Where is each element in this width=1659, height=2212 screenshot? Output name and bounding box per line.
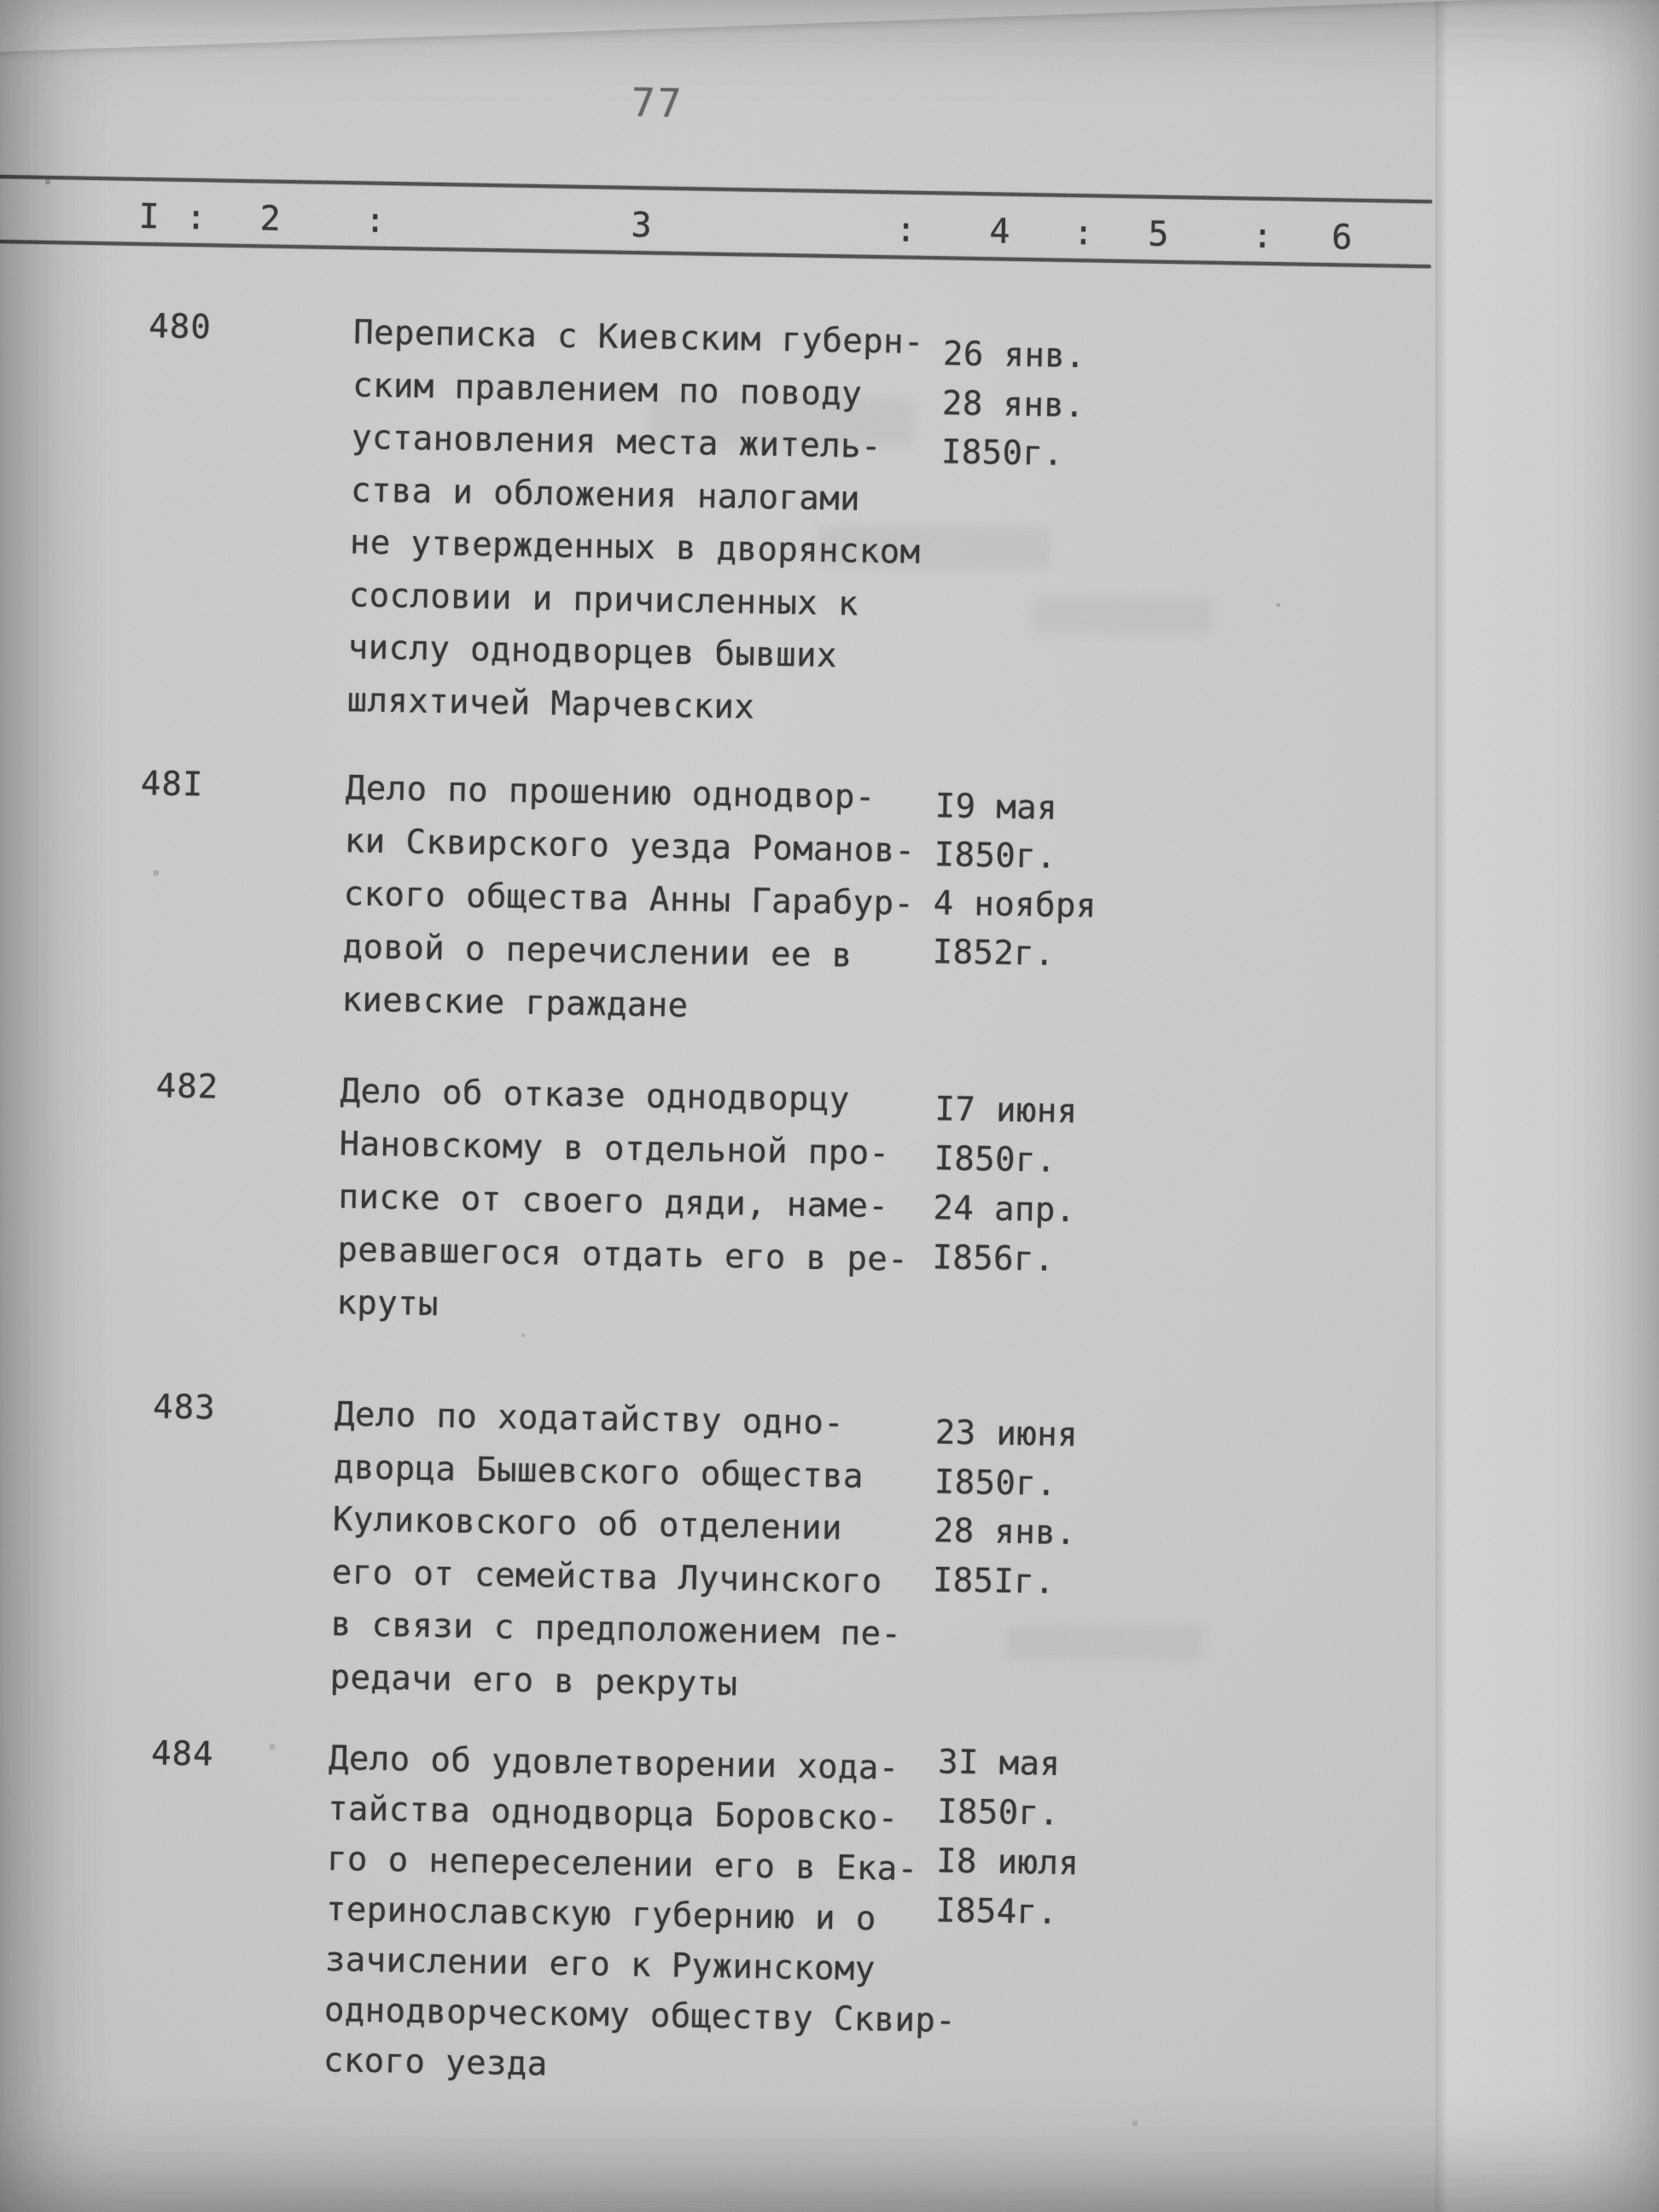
date-line: I850г. — [934, 1139, 1057, 1180]
case-dates — [932, 1085, 1078, 1285]
date-line: 4 ноября — [933, 884, 1097, 926]
date-line: I8 июля — [935, 1842, 1080, 1883]
date-line: I850г. — [936, 1792, 1060, 1833]
page-number: 77 — [631, 79, 684, 127]
description-line: Дело об отказе однодворцу — [340, 1072, 851, 1120]
description-line: сословии и причисленных к — [348, 575, 859, 624]
description-line: круты — [336, 1284, 439, 1324]
column-label-5: 5 — [1148, 214, 1169, 254]
case-number: 482 — [155, 1067, 219, 1107]
column-label-1: I — [138, 196, 160, 237]
date-line: 28 янв. — [933, 1511, 1077, 1553]
case-dates — [932, 1408, 1078, 1607]
date-line: 3I мая — [937, 1743, 1061, 1784]
case-number: 483 — [152, 1388, 217, 1428]
date-line: I7 июня — [934, 1090, 1079, 1132]
date-line: 23 июня — [934, 1413, 1079, 1455]
description-line: редачи его в рекруты — [329, 1657, 738, 1703]
column-label-3: 3 — [631, 205, 652, 246]
case-description — [341, 762, 917, 1037]
description-line: дворца Бышевского общества — [333, 1447, 864, 1496]
description-line: ского общества Анны Гарабур- — [343, 875, 915, 923]
date-line: 26 янв. — [942, 335, 1086, 376]
description-line: Переписка с Киевским губерн- — [352, 313, 925, 362]
column-separator: : — [1073, 212, 1094, 253]
description-line: Дело об удовлетворении хода- — [328, 1739, 900, 1788]
column-label-4: 4 — [989, 212, 1010, 252]
description-line: киевские граждане — [341, 981, 689, 1026]
description-line: однодворческому обществу Сквир- — [323, 1990, 957, 2040]
description-line: его от семейства Лучинского — [331, 1552, 882, 1601]
case-description — [323, 1733, 960, 2097]
column-label-6: 6 — [1330, 218, 1353, 258]
date-line: 24 апр. — [933, 1189, 1076, 1231]
column-separator: : — [364, 201, 387, 241]
date-line: I85Iг. — [932, 1560, 1056, 1602]
case-number: 484 — [150, 1734, 214, 1774]
description-line: ского уезда — [323, 2040, 548, 2084]
date-line: I852г. — [932, 933, 1056, 974]
date-line: I854г. — [934, 1891, 1058, 1932]
column-label-2: 2 — [259, 199, 282, 239]
case-number: 480 — [148, 307, 212, 347]
case-description — [329, 1388, 905, 1714]
description-line: зачислении его к Ружинскому — [324, 1941, 876, 1989]
description-line: Дело по ходатайству одно- — [334, 1395, 845, 1443]
case-description — [346, 306, 924, 736]
description-line: довой о перечислении ее в — [342, 928, 853, 975]
case-dates — [935, 1738, 1081, 1939]
case-dates — [932, 782, 1098, 979]
case-dates — [940, 329, 1086, 479]
date-line: I850г. — [934, 1462, 1057, 1504]
column-separator: : — [895, 210, 917, 250]
description-line: числу однодворцев бывших — [347, 628, 838, 676]
description-line: Нановскому в отдельной про- — [339, 1125, 890, 1173]
description-line: установления места житель- — [351, 418, 882, 467]
column-separator: : — [185, 197, 207, 238]
description-line: шляхтичей Марчевских — [346, 680, 755, 727]
description-line: ства и обложения налогами — [350, 470, 861, 519]
description-line: ревавшегося отдать его в ре- — [337, 1231, 909, 1279]
date-line: I850г. — [940, 433, 1064, 474]
description-line: тайства однодворца Боровско- — [327, 1790, 899, 1838]
description-line: теринославскую губернию и о — [325, 1890, 877, 1939]
case-number: 48I — [140, 765, 204, 805]
case-description — [336, 1065, 911, 1340]
description-line: в связи с предположением пе- — [330, 1605, 902, 1654]
date-line: I850г. — [934, 835, 1057, 876]
date-line: I856г. — [932, 1238, 1056, 1279]
description-line: ки Сквирского уезда Романов- — [344, 822, 916, 870]
description-line: писке от своего дяди, наме- — [338, 1178, 889, 1226]
date-line: 28 янв. — [941, 383, 1086, 425]
description-line: Куликовского об отделении — [332, 1500, 843, 1548]
date-line: I9 мая — [934, 787, 1058, 828]
description-line: го о непереселении его в Ека- — [326, 1840, 918, 1889]
description-line: ским правлением по поводу — [352, 365, 863, 414]
description-line: не утвержденных в дворянском — [349, 523, 921, 572]
description-line: Дело по прошению однодвор- — [345, 769, 876, 818]
column-separator: : — [1251, 216, 1273, 257]
